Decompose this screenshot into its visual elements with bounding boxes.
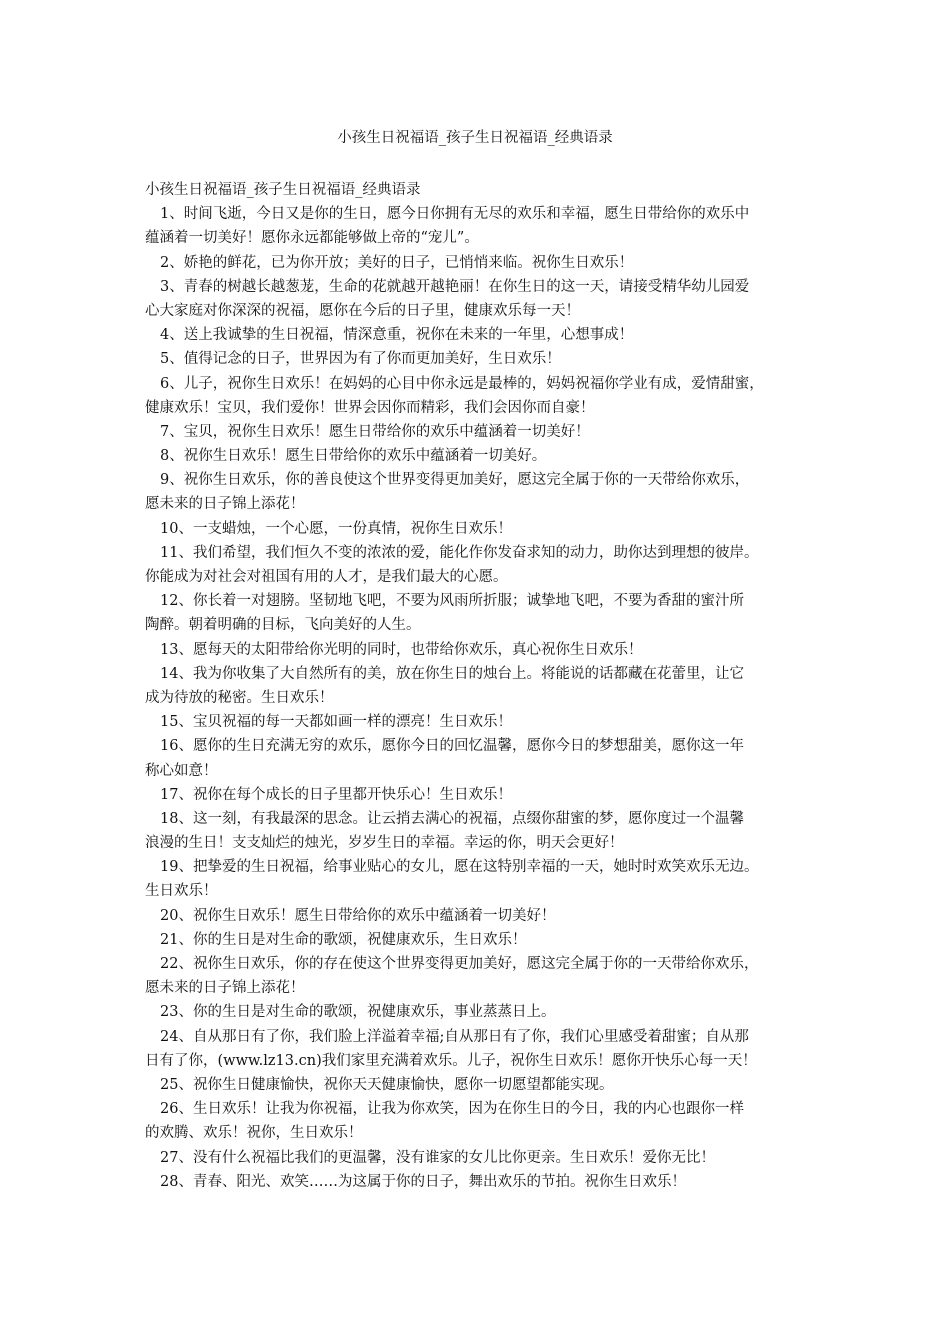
blessing-item (145, 468, 815, 516)
blessing-item (145, 638, 815, 662)
blessing-item (145, 589, 815, 637)
blessing-item (145, 1073, 815, 1097)
blessing-item (145, 1000, 815, 1024)
blessing-line: 称心如意！ (145, 762, 218, 779)
blessing-line: 成为待放的秘密。生日欢乐！ (145, 689, 334, 706)
blessing-line: 27、没有什么祝福比我们的更温馨，没有谁家的女儿比你更亲。生日欢乐！爱你无比！ (160, 1149, 715, 1166)
blessing-line: 日有了你，(www.lz13.cn)我们家里充满着欢乐。儿子，祝你生日欢乐！愿你开快乐心每一天！ (145, 1052, 757, 1069)
blessing-line: 9、祝你生日欢乐，你的善良使这个世界变得更加美好，愿这完全属于你的一天带给你欢乐， (160, 472, 750, 489)
blessing-line: 7、宝贝，祝你生日欢乐！愿生日带给你的欢乐中蕴涵着一切美好！ (160, 423, 590, 440)
blessing-line: 24、自从那日有了你，我们脸上洋溢着幸福;自从那日有了你，我们心里感受着甜蜜；自从那 (160, 1028, 749, 1045)
blessing-item (145, 420, 815, 444)
blessing-line: 13、愿每天的太阳带给你光明的同时，也带给你欢乐，真心祝你生日欢乐！ (160, 641, 643, 658)
blessing-line: 你能成为对社会对祖国有用的人才，是我们最大的心愿。 (145, 569, 508, 585)
blessing-line: 21、你的生日是对生命的歌颂，祝健康欢乐，生日欢乐！ (160, 931, 527, 948)
blessing-line: 8、祝你生日欢乐！愿生日带给你的欢乐中蕴涵着一切美好。 (160, 448, 547, 465)
blessing-line: 20、祝你生日欢乐！愿生日带给你的欢乐中蕴涵着一切美好！ (160, 907, 556, 924)
blessing-item (145, 662, 815, 710)
blessing-item (145, 734, 815, 782)
blessing-line: 23、你的生日是对生命的歌颂，祝健康欢乐，事业蒸蒸日上。 (160, 1004, 556, 1021)
blessing-item (145, 1146, 815, 1170)
blessing-item (145, 202, 815, 250)
blessing-item (145, 1097, 815, 1145)
blessing-item (145, 323, 815, 347)
blessing-line: 2、娇艳的鲜花，已为你开放；美好的日子，已悄悄来临。祝你生日欢乐！ (160, 254, 634, 271)
blessing-line: 心大家庭对你深深的祝福，愿你在今后的日子里，健康欢乐每一天！ (145, 302, 580, 319)
blessing-line: 健康欢乐！宝贝，我们爱你！世界会因你而精彩，我们会因你而自豪！ (145, 399, 595, 416)
blessing-line: 17、祝你在每个成长的日子里都开快乐心！生日欢乐！ (160, 786, 512, 803)
blessing-item (145, 275, 815, 323)
blessing-item (145, 904, 815, 928)
blessing-item (145, 1025, 815, 1073)
blessing-line: 19、把挚爱的生日祝福，给事业贴心的女儿，愿在这特别幸福的一天，她时时欢笑欢乐无边。 (160, 859, 759, 876)
blessing-item (145, 347, 815, 371)
document-title: 小孩生日祝福语_孩子生日祝福语_经典语录 (337, 130, 613, 146)
blessing-line: 18、这一刻，有我最深的思念。让云捎去满心的祝福，点缀你甜蜜的梦，愿你度过一个温馨 (160, 810, 744, 827)
document-subtitle: 小孩生日祝福语_孩子生日祝福语_经典语录 (145, 182, 421, 198)
blessing-line: 16、愿你的生日充满无穷的欢乐，愿你今日的回忆温馨，愿你今日的梦想甜美，愿你这一年 (160, 738, 744, 755)
blessing-line: 浪漫的生日！支支灿烂的烛光，岁岁生日的幸福。幸运的你，明天会更好！ (145, 835, 624, 852)
blessing-line: 蕴涵着一切美好！愿你永远都能够做上帝的“宠儿”。 (145, 230, 479, 247)
blessing-line: 10、一支蜡烛，一个心愿，一份真情，祝你生日欢乐！ (160, 520, 512, 537)
blessing-item (145, 807, 815, 855)
blessing-line: 1、时间飞逝，今日又是你的生日，愿今日你拥有无尽的欢乐和幸福，愿生日带给你的欢乐中 (160, 206, 750, 223)
blessing-line: 14、我为你收集了大自然所有的美，放在你生日的烛台上。将能说的话都藏在花蕾里，让它 (160, 665, 744, 682)
blessing-line: 26、生日欢乐！让我为你祝福，让我为你欢笑，因为在你生日的今日，我的内心也跟你一样 (160, 1101, 744, 1118)
blessing-line: 12、你长着一对翅膀。坚韧地飞吧，不要为风雨所折服；诚挚地飞吧，不要为香甜的蜜汁所 (160, 593, 744, 610)
blessing-item (145, 517, 815, 541)
blessing-line: 6、儿子，祝你生日欢乐！在妈妈的心目中你永远是最棒的，妈妈祝福你学业有成，爱情甜蜜， (160, 375, 764, 392)
blessing-line: 11、我们希望，我们恒久不变的浓浓的爱，能化作你发奋求知的动力，助你达到理想的彼岸。 (160, 544, 759, 561)
blessing-item (145, 251, 815, 275)
blessing-item (145, 855, 815, 903)
blessing-line: 4、送上我诚挚的生日祝福，情深意重，祝你在未来的一年里，心想事成！ (160, 327, 634, 344)
blessing-item (145, 952, 815, 1000)
document-body (145, 178, 815, 1194)
blessing-item (145, 928, 815, 952)
blessing-item (145, 444, 815, 468)
blessing-line: 陶醉。朝着明确的目标，飞向美好的人生。 (145, 617, 421, 634)
blessing-line: 28、青春、阳光、欢笑……为这属于你的日子，舞出欢乐的节拍。祝你生日欢乐！ (160, 1173, 686, 1190)
blessing-line: 3、青春的树越长越葱茏，生命的花就越开越艳丽！在你生日的这一天，请接受精华幼儿园爱 (160, 278, 750, 295)
blessing-line: 愿未来的日子锦上添花！ (145, 980, 305, 997)
blessing-line: 15、宝贝祝福的每一天都如画一样的漂亮！生日欢乐！ (160, 714, 512, 731)
blessing-item (145, 710, 815, 734)
blessing-line: 生日欢乐！ (145, 883, 218, 900)
blessing-item (145, 1170, 815, 1194)
blessing-item (145, 541, 815, 589)
blessing-line: 愿未来的日子锦上添花！ (145, 496, 305, 513)
blessing-line: 5、值得记念的日子，世界因为有了你而更加美好，生日欢乐！ (160, 351, 561, 368)
blessing-line: 22、祝你生日欢乐，你的存在使这个世界变得更加美好，愿这完全属于你的一天带给你欢乐， (160, 956, 759, 972)
blessing-line: 25、祝你生日健康愉快，祝你天天健康愉快，愿你一切愿望都能实现。 (160, 1076, 614, 1093)
blessing-item (145, 783, 815, 807)
blessing-line: 的欢腾、欢乐！祝你，生日欢乐！ (145, 1125, 363, 1142)
blessing-item (145, 372, 815, 420)
